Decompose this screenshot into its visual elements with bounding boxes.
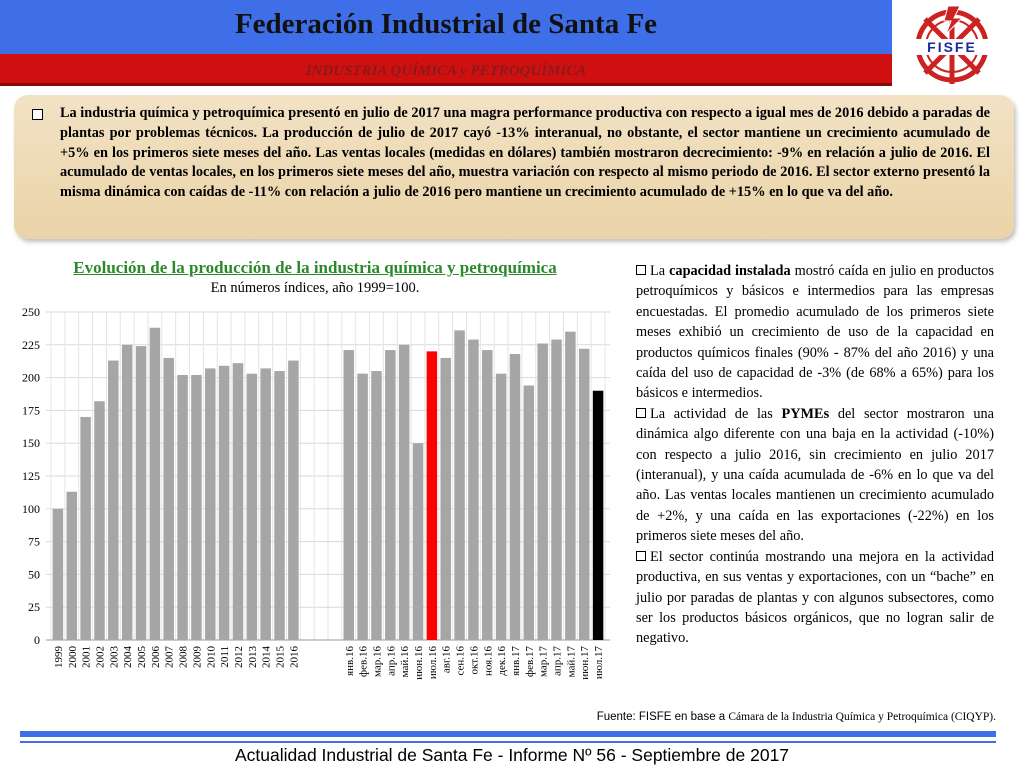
x-tick-label: 2011 xyxy=(219,646,232,668)
bar xyxy=(67,492,78,640)
x-tick-label: 2009 xyxy=(191,646,204,668)
bar xyxy=(385,350,396,640)
x-tick-label: 2014 xyxy=(260,646,273,668)
bar xyxy=(427,351,438,640)
checkbox-bullet-icon xyxy=(636,265,646,275)
x-tick-label: 2013 xyxy=(246,646,259,668)
bar xyxy=(440,358,451,640)
x-tick-label: 2016 xyxy=(288,646,301,668)
bar xyxy=(247,374,258,640)
x-tick-label: июн.17 xyxy=(579,646,592,680)
y-tick-label: 200 xyxy=(22,370,40,385)
bar xyxy=(108,361,119,640)
x-tick-label: май.17 xyxy=(565,646,578,678)
summary-text: La industria química y petroquímica presentó en julio de 2017 una magra performance productiva con respecto a igual mes de 2016 debido a paradas de plantas por problemas técnicos. La producción de julio de 2017 cayó -13% interanual, no obstante, el sector mantiene un crecimiento acumulado de +5% en los primeros siete meses del año. Las ventas locales (medidas en dólares) también mostraron decrecimiento: -9% en relación a julio de 2016. El acumulado de ventas locales, en los primeros siete meses del año, muestra variación con respecto al mismo periodo de 2016. El sector externo presentó la misma dinámica con caídas de -11% con relación a julio de 2016 pero mantiene un crecimiento acumulado de +15% en lo que va del año. xyxy=(60,105,990,201)
x-tick-label: фев.16 xyxy=(357,646,370,677)
bar xyxy=(510,354,520,640)
x-tick-label: 2007 xyxy=(163,646,176,668)
x-tick-label: сен.16 xyxy=(454,646,467,676)
capacity-paragraph: La capacidad instalada mostró caída en julio en productos petroquímicos y básicos e intermedios para las empresas encuestadas. El promedio acumulado de los primeros siete meses exhibió un crecimiento de uso de la capacidad en productos químicos finales (90% - 87% del año 2016) y una caída del uso de capacidad de -3% (de 68% a 65%) para los básicos e intermedios. xyxy=(636,263,995,402)
x-tick-label: ноя.16 xyxy=(482,646,495,676)
x-tick-label: апр.17 xyxy=(551,646,564,676)
x-tick-label: 2005 xyxy=(136,646,149,668)
x-tick-label: авг.16 xyxy=(440,646,453,674)
bar xyxy=(233,363,244,640)
checkbox-bullet-icon xyxy=(636,551,646,561)
bar xyxy=(371,371,382,640)
bar xyxy=(122,345,133,640)
bar xyxy=(191,375,202,640)
chart-title: Evolución de la producción de la industria química y petroquímica xyxy=(73,258,557,277)
page-title: Federación Industrial de Santa Fe xyxy=(234,8,658,40)
y-tick-label: 250 xyxy=(22,305,40,319)
x-tick-label: июл.17 xyxy=(593,646,606,680)
x-tick-label: фев.17 xyxy=(523,646,536,677)
svg-text:FISFE: FISFE xyxy=(927,39,977,55)
x-tick-label: 2000 xyxy=(66,646,79,668)
bar xyxy=(288,361,299,640)
y-tick-label: 50 xyxy=(28,567,40,582)
fisfe-logo xyxy=(904,4,1000,86)
x-tick-label: 2004 xyxy=(122,646,135,668)
bar xyxy=(524,385,535,640)
x-tick-label: 2015 xyxy=(274,646,287,668)
x-tick-label: дек.16 xyxy=(496,646,509,676)
y-tick-label: 150 xyxy=(22,436,40,451)
bar xyxy=(579,349,590,640)
bar xyxy=(454,330,465,640)
y-tick-label: 100 xyxy=(22,501,40,516)
bar xyxy=(413,443,424,640)
bar xyxy=(177,375,188,640)
chart-subtitle: En números índices, año 1999=100. xyxy=(210,280,420,296)
x-tick-label: 2010 xyxy=(205,646,218,668)
bar xyxy=(482,350,493,640)
checkbox-bullet-icon xyxy=(636,408,646,418)
production-index-chart xyxy=(0,298,620,703)
bar xyxy=(80,417,91,640)
x-tick-label: 2008 xyxy=(177,646,190,668)
y-tick-label: 25 xyxy=(28,600,40,615)
x-tick-label: 2002 xyxy=(94,646,107,668)
bar xyxy=(537,343,548,640)
x-tick-label: мар.17 xyxy=(537,646,550,678)
outlook-paragraph: El sector continúa mostrando una mejora en la actividad productiva, en sus ventas y exportaciones, con un “bache” en julio por paradas de plantas y con algunos subsectores, como ser los productos básicos orgánicos, que no logran salir de negativo. xyxy=(636,548,994,647)
bar xyxy=(53,509,64,640)
bar xyxy=(357,374,368,640)
bar xyxy=(163,358,174,640)
y-tick-label: 125 xyxy=(22,469,40,483)
y-tick-label: 225 xyxy=(22,337,40,352)
footer-text: Actualidad Industrial de Santa Fe - Informe Nº 56 - Septiembre de 2017 xyxy=(234,745,790,765)
x-tick-label: 2006 xyxy=(149,646,162,668)
y-tick-label: 175 xyxy=(22,403,40,418)
x-tick-label: янв.17 xyxy=(509,646,522,676)
x-tick-label: май.16 xyxy=(399,646,412,678)
bar xyxy=(205,368,216,640)
bar xyxy=(136,346,147,640)
x-tick-label: 2003 xyxy=(108,646,121,668)
bar xyxy=(565,332,576,640)
checkbox-bullet-icon xyxy=(32,109,43,120)
bar xyxy=(274,371,285,640)
x-tick-label: 1999 xyxy=(52,646,65,668)
x-tick-label: янв.16 xyxy=(343,646,356,676)
bar xyxy=(399,345,410,640)
x-tick-label: мар.16 xyxy=(371,646,384,678)
x-tick-label: июл.16 xyxy=(426,646,439,680)
x-tick-label: окт.16 xyxy=(468,646,481,675)
bar xyxy=(219,366,230,640)
bar xyxy=(260,368,271,640)
bar xyxy=(344,350,355,640)
bar xyxy=(496,374,507,640)
x-tick-label: 2001 xyxy=(80,646,93,668)
footer-rule-thin xyxy=(20,741,996,743)
footer-rule xyxy=(20,731,996,737)
bar xyxy=(150,328,161,640)
pymes-paragraph: La actividad de las PYMEs del sector mostraron una dinámica algo diferente con una baja en la actividad (-10%) con respecto a julio 2016, sin crecimiento en julio 2017 (interanual), y una caída acumulada de -6% en lo que va del año. Las ventas locales mantienen un crecimiento acumulado de +2%, y una caída en las exportaciones (-22%) en los primeros siete meses del año. xyxy=(636,405,995,545)
x-tick-label: 2012 xyxy=(232,646,245,668)
section-subtitle: INDUSTRIA QUÍMICA y PETROQUÍMICA xyxy=(305,63,587,79)
y-tick-label: 75 xyxy=(28,534,40,549)
x-tick-label: июн.16 xyxy=(413,646,426,680)
x-tick-label: апр.16 xyxy=(385,646,398,676)
y-tick-label: 0 xyxy=(34,633,40,647)
bar xyxy=(593,391,604,640)
bar xyxy=(94,401,105,640)
source-note: Fuente: FISFE en base a Cámara de la Industria Química y Petroquímica (CIQYP). xyxy=(596,711,996,723)
bar xyxy=(551,340,562,640)
right-commentary xyxy=(636,261,994,649)
bar xyxy=(468,340,479,640)
